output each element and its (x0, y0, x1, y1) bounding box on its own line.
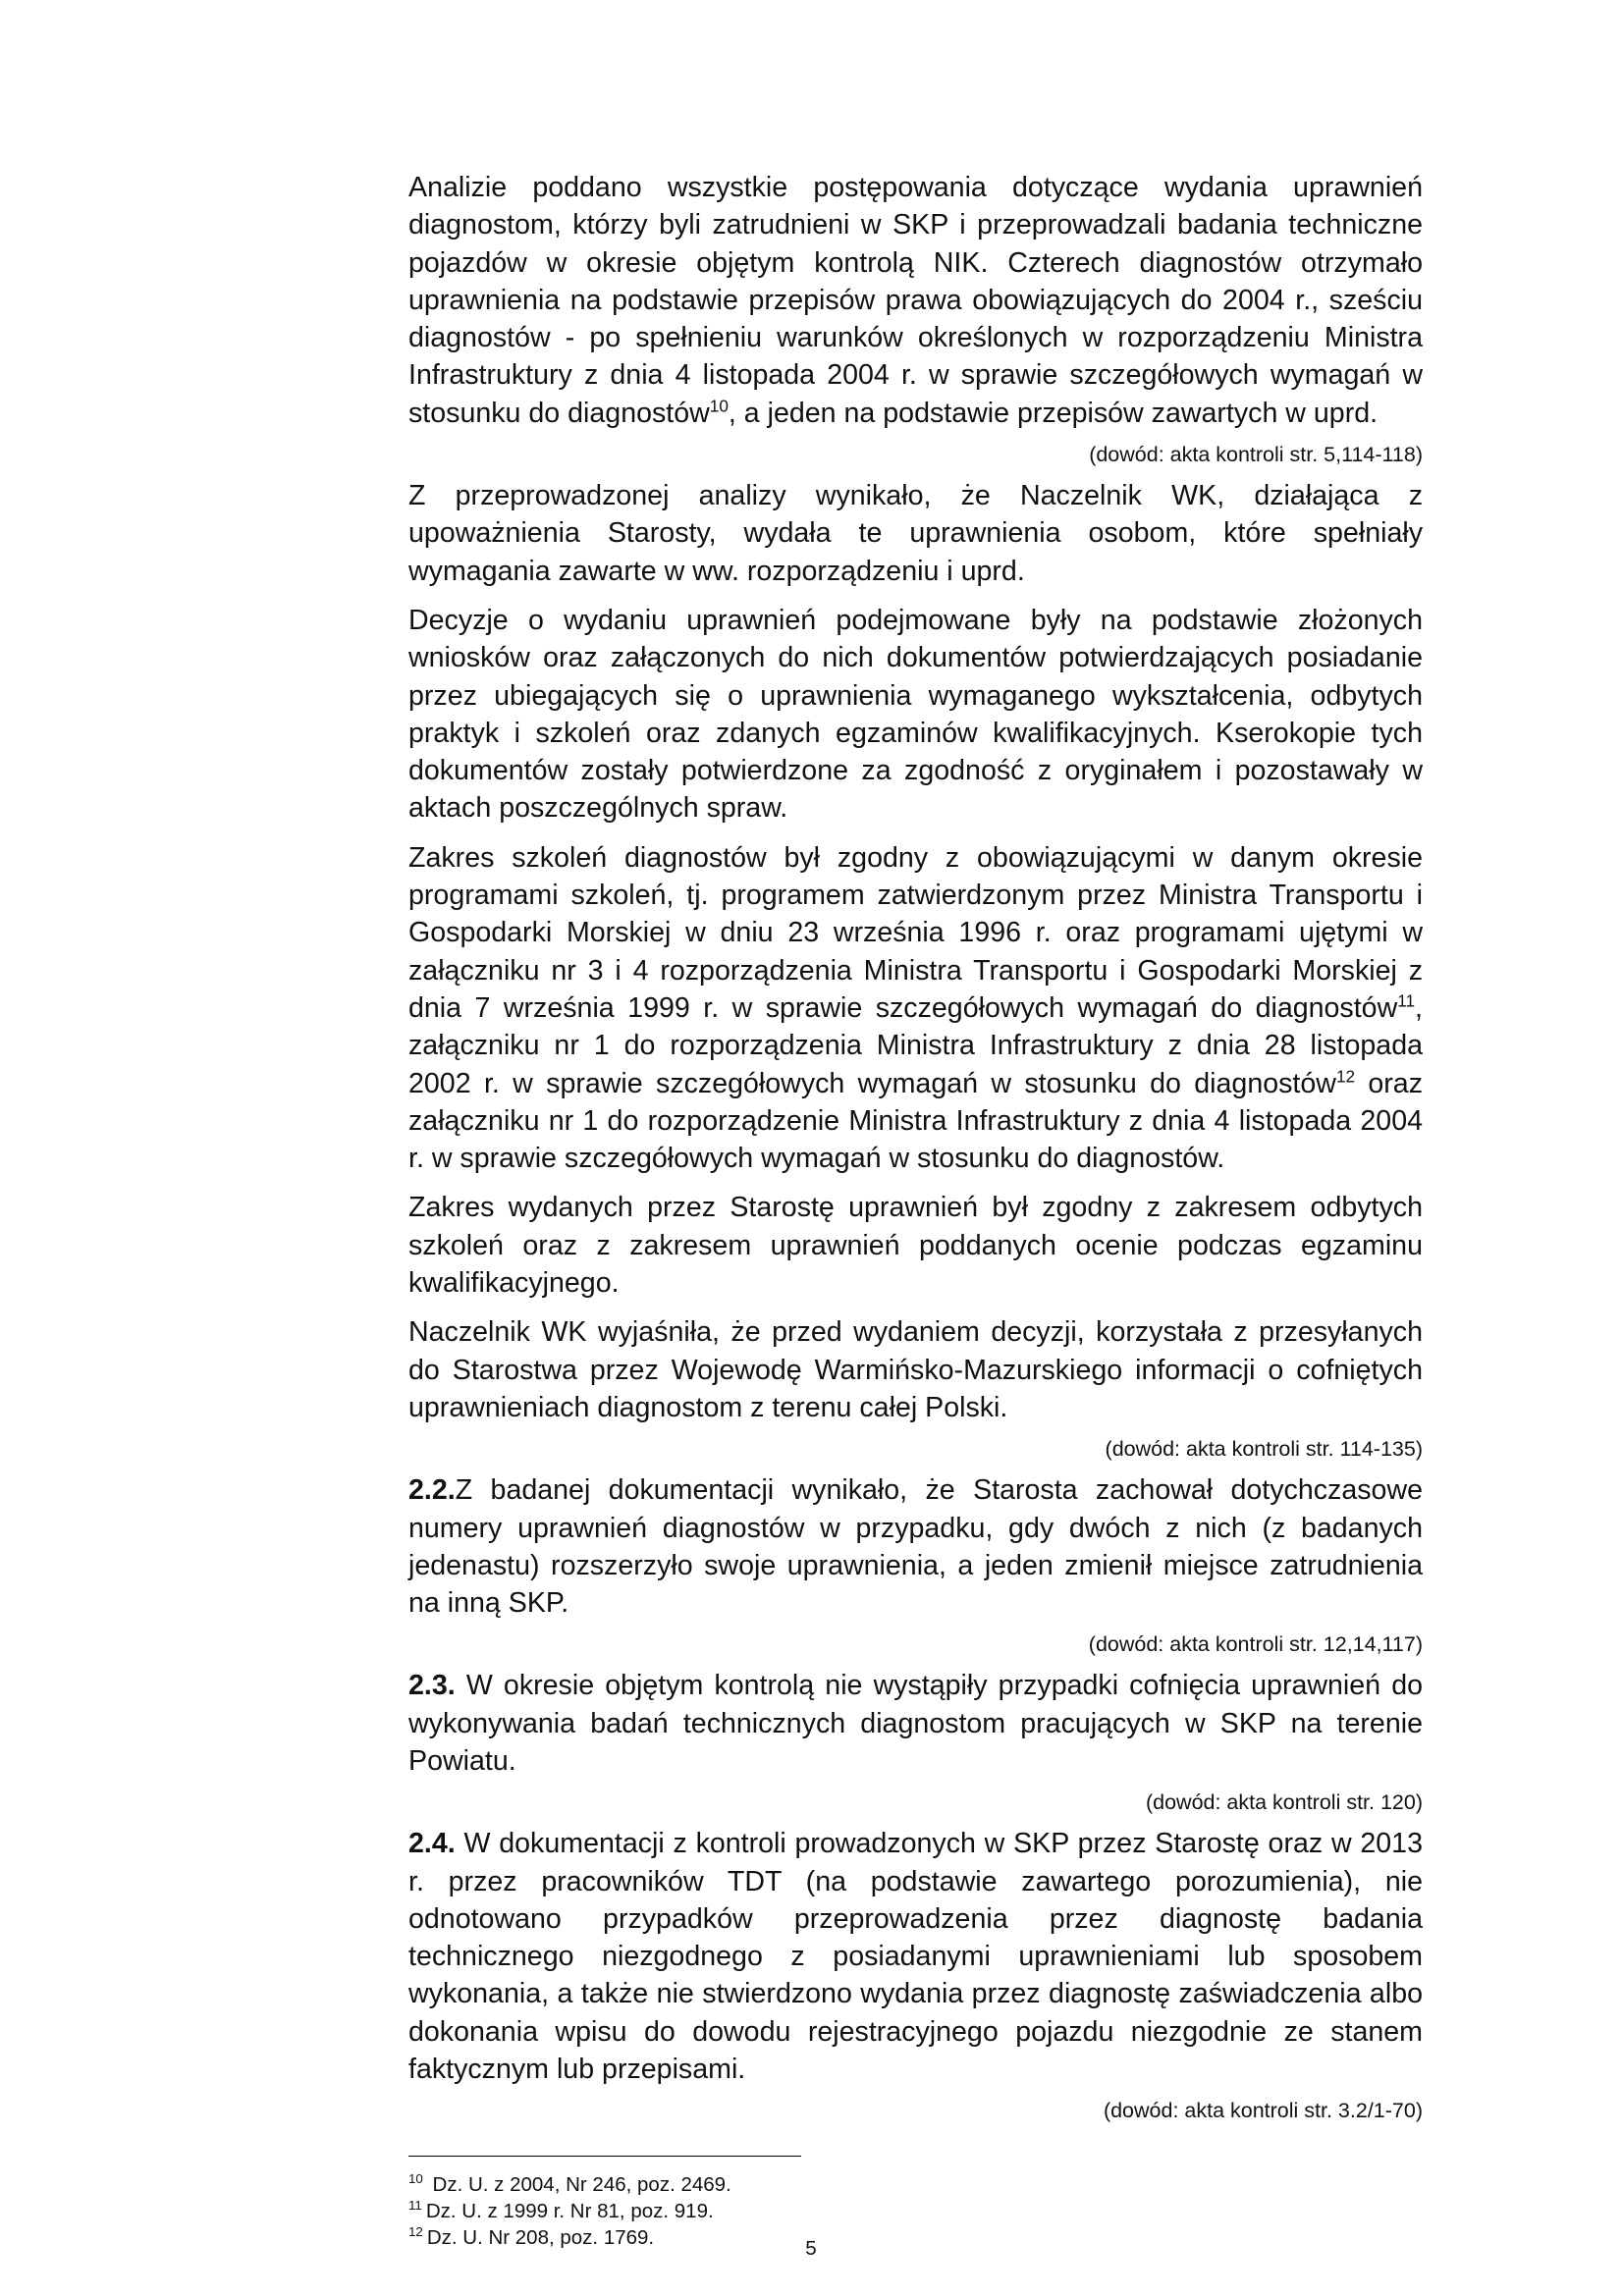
evidence-reference: (dowód: akta kontroli str. 120) (1145, 1790, 1423, 1815)
paragraph-explanation: Naczelnik WK wyjaśniła, że przed wydaniem decyzji, korzystała z przesyłanych do Starostwa przez Wojewodę Warmińsko-Mazurskiego informacji o cofniętych uprawnieniach diagnostom z terenu całej Polski. (408, 1316, 1423, 1423)
footnote-11 (408, 2198, 731, 2224)
paragraph-training-scope (408, 839, 1423, 1178)
footnote-10 (408, 2171, 731, 2198)
section-2-3 (408, 1667, 1423, 1780)
section-text: Z badanej dokumentacji wynikało, że Starosta zachował dotychczasowe numery uprawnień diagnostów w przypadku, gdy dwóch z nich (z badanych jedenastu) rozszerzyło swoje uprawnienia, a jeden zmienił miejsce zatrudnienia na inną SKP. (408, 1474, 1423, 1620)
section-number: 2.4. (408, 1828, 456, 1860)
footnote-text: Dz. U. z 1999 r. Nr 81, poz. 919. (425, 2200, 714, 2222)
evidence-reference: (dowód: akta kontroli str. 5,114-118) (1089, 443, 1423, 467)
footnote-ref-10: 10 (709, 396, 729, 416)
evidence-reference: (dowód: akta kontroli str. 114-135) (1105, 1437, 1423, 1462)
footnote-number: 10 (408, 2171, 423, 2187)
paragraph-decisions: Decyzje o wydaniu uprawnień podejmowane były na podstawie złożonych wniosków oraz załączonych do nich dokumentów potwierdzających posiadanie przez ubiegających się o uprawnienia wymaganego wykształcenia, odbytych praktyk i szkoleń oraz zdanych egzaminów kwalifikacyjnych. Kserokopie tych dokumentów zostały potwierdzone za zgodność z oryginałem i pozostawały w aktach poszczególnych spraw. (408, 604, 1423, 825)
footnote-ref-11: 11 (1397, 990, 1416, 1011)
paragraph-text-continued: , a jeden na podstawie przepisów zawartych w uprd. (728, 397, 1379, 429)
paragraph-text-continued: oraz załączniku nr 1 do rozporządzenie Ministra Infrastruktury z dnia 4 listopada 2004 r. w sprawie szczegółowych wymagań w stosunku do diagnostów. (408, 1067, 1423, 1175)
section-number: 2.3. (408, 1670, 456, 1702)
footnote-text: Dz. U. Nr 208, poz. 1769. (426, 2226, 655, 2249)
paragraph-analysis-scope (408, 169, 1423, 432)
page-number: 5 (805, 2237, 817, 2260)
section-text: W dokumentacji z kontroli prowadzonych w SKP przez Starostę oraz w 2013 r. przez pracowników TDT (na podstawie zawartego porozumienia), nie odnotowano przypadków przeprowadzenia przez diagnostę badania technicznego niezgodnego z posiadanymi uprawnieniami lub sposobem wykonania, a także nie stwierdzono wydania przez diagnostę zaświadczenia albo dokonania wpisu do dowodu rejestracyjnego pojazdu niezgodnie ze stanem faktycznym lub przepisami. (408, 1828, 1423, 2086)
footnote-text: Dz. U. z 2004, Nr 246, poz. 2469. (426, 2173, 731, 2196)
paragraph-text: Analizie poddano wszystkie postępowania dotyczące wydania uprawnień diagnostom, którzy byli zatrudnieni w SKP i przeprowadzali badania techniczne pojazdów w okresie objętym kontrolą NIK. Czterech diagnostów otrzymało uprawnienia na podstawie przepisów prawa obowiązujących do 2004 r., sześciu diagnostów - po spełnieniu warunków określonych w rozporządzeniu Ministra Infrastruktury z dnia 4 listopada 2004 r. w sprawie szczegółowych wymagań w stosunku do diagnostów (408, 172, 1423, 429)
paragraph-permissions-scope: Zakres wydanych przez Starostę uprawnień był zgodny z zakresem odbytych szkoleń oraz z zakresem uprawnień poddanych ocenie podczas egzaminu kwalifikacyjnego. (408, 1192, 1423, 1300)
section-text: W okresie objętym kontrolą nie wystąpiły przypadki cofnięcia uprawnień do wykonywania badań technicznych diagnostom pracujących w SKP na terenie Powiatu. (408, 1670, 1423, 1777)
body-text (408, 169, 1423, 2133)
paragraph-text-continued: , załączniku nr 1 do rozporządzenia Ministra Infrastruktury z dnia 28 listopada 2002 r. w sprawie szczegółowych wymagań w stosunku do diagnostów (408, 991, 1423, 1099)
footnote-number: 12 (408, 2224, 423, 2240)
paragraph-analysis-result: Z przeprowadzonej analizy wynikało, że Naczelnik WK, działająca z upoważnienia Starosty, wydała te uprawnienia osobom, które spełniały wymagania zawarte w ww. rozporządzeniu i uprd. (408, 480, 1423, 587)
section-2-2 (408, 1471, 1423, 1622)
footnote-separator (408, 2156, 801, 2157)
evidence-reference: (dowód: akta kontroli str. 12,14,117) (1088, 1632, 1423, 1657)
footnote-ref-12: 12 (1335, 1066, 1356, 1086)
evidence-reference: (dowód: akta kontroli str. 3.2/1-70) (1103, 2099, 1423, 2123)
paragraph-text: Zakres szkoleń diagnostów był zgodny z obowiązującymi w danym okresie programami szkoleń, tj. programem zatwierdzonym przez Ministra Transportu i Gospodarki Morskiej w dniu 23 września 1996 r. oraz programami ujętymi w załączniku nr 3 i 4 rozporządzenia Ministra Transportu i Gospodarki Morskiej z dnia 7 września 1999 r. w sprawie szczegółowych wymagań do diagnostów (408, 841, 1423, 1024)
footnote-number: 11 (408, 2198, 422, 2214)
section-number: 2.2. (408, 1474, 456, 1507)
section-2-4 (408, 1825, 1423, 2088)
